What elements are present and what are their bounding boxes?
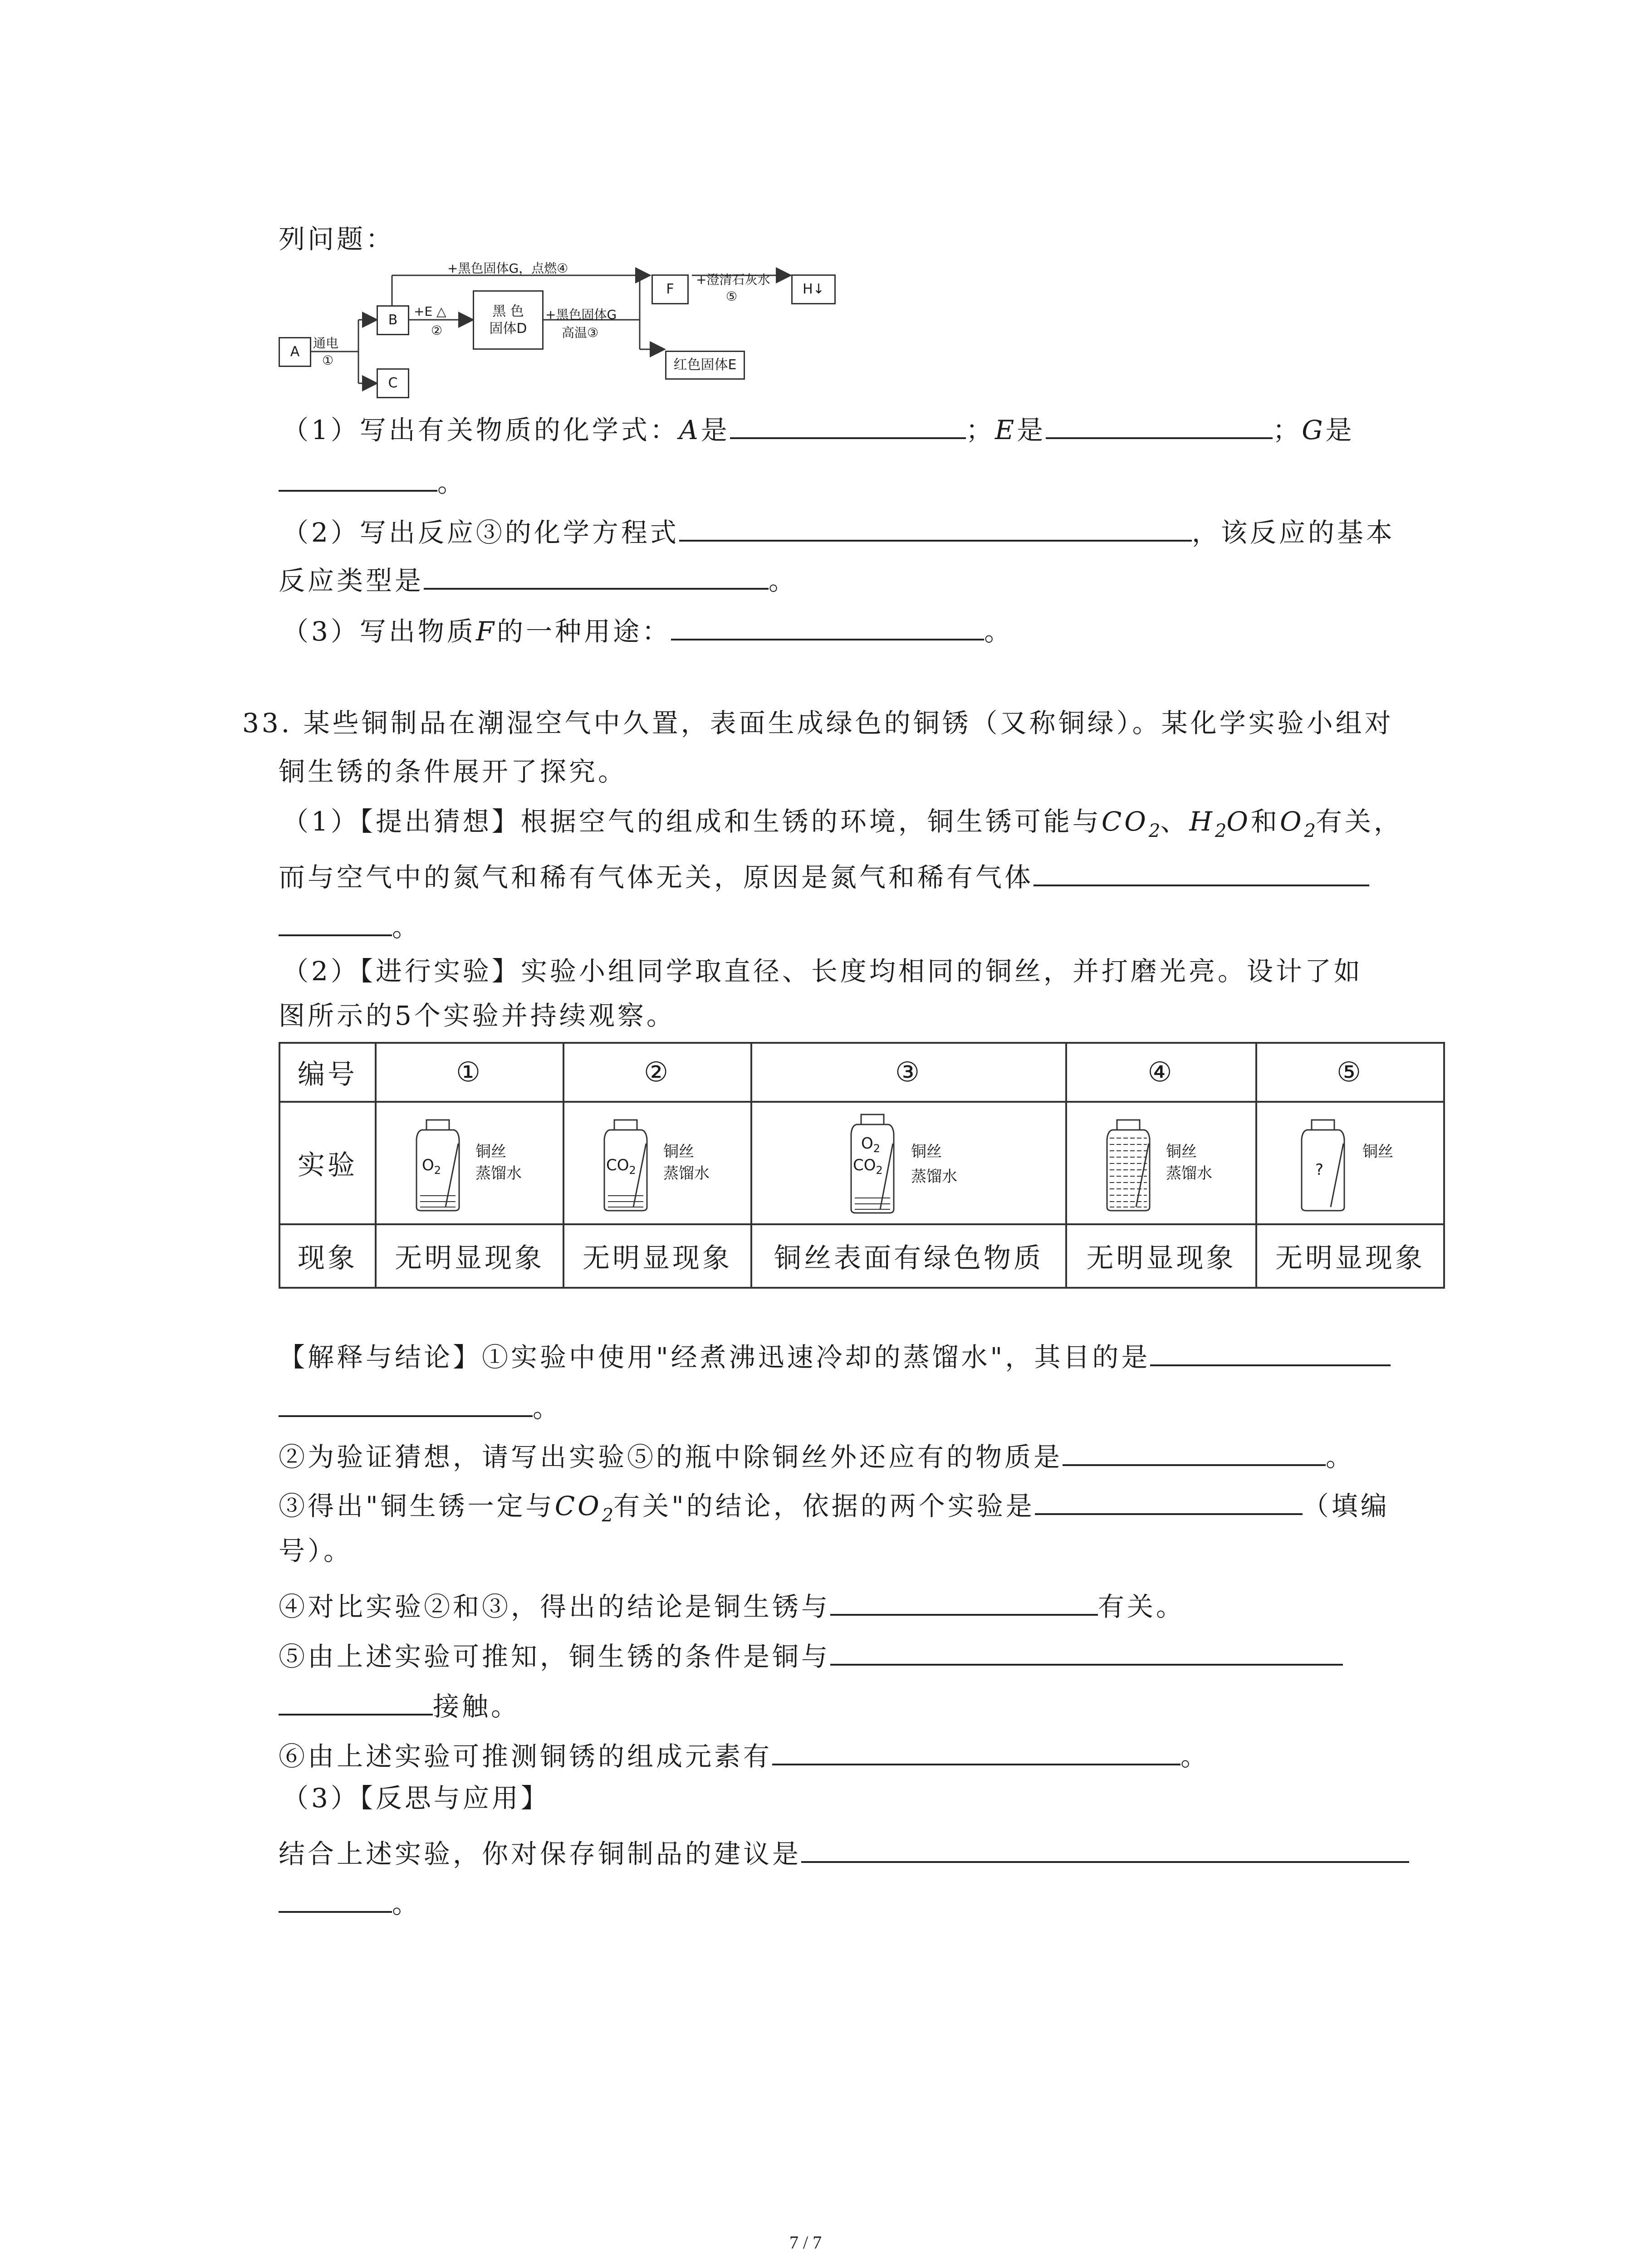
node-d [473, 290, 544, 350]
formula-co2: $CO_2$ [1101, 806, 1161, 841]
conclusion-1-cont [279, 1389, 562, 1421]
label-step2: ② [431, 323, 443, 338]
conclusion-5-text-b: 接触。 [433, 1691, 520, 1722]
label-limewater: +澄清石灰水 [696, 272, 770, 287]
reflection-heading: （3）【反思与应用】 [282, 1783, 550, 1813]
conclusion-3-text-b: 有关"的结论，依据的两个实验是 [613, 1491, 1035, 1521]
node-a: A [279, 337, 311, 367]
label-wire: 铜丝 [911, 1143, 942, 1161]
answer-blank-reaction-type[interactable] [424, 562, 769, 590]
q33-stem-line1: 33. 某些铜制品在潮湿空气中久置，表面生成绿色的铜锈（又称铜绿）。某化学实验小组对 [242, 708, 1394, 738]
conclusion-6-end: 。 [1181, 1741, 1210, 1772]
experiment-1 [376, 1102, 563, 1224]
q32-part1 [282, 411, 1355, 443]
table-row-numbers [279, 1043, 1444, 1102]
node-e: 红色固体E [665, 351, 745, 380]
q32-var-g: G [1302, 415, 1326, 445]
q32-sep2: ； [1273, 415, 1302, 445]
q33-part1 [282, 808, 1403, 840]
conclusion-6 [279, 1737, 1210, 1772]
answer-blank-factor[interactable] [830, 1588, 1098, 1616]
label-wire: 铜丝 [475, 1143, 506, 1161]
q33-p1-end: 。 [392, 912, 421, 943]
conclusion-1 [279, 1338, 1391, 1373]
experiment-3 [751, 1102, 1066, 1224]
jar-gas-co2: $CO_2$ [853, 1156, 883, 1177]
conclusion-6-text: ⑥由上述实验可推测铜锈的组成元素有 [279, 1741, 773, 1772]
conclusion-5 [279, 1637, 1343, 1670]
experiment-2 [563, 1102, 751, 1224]
conclusion-3 [279, 1487, 1390, 1525]
answer-blank-suggestion-cont[interactable] [279, 1885, 392, 1913]
q33-and: 和 [1250, 806, 1280, 837]
conclusion-4-text: ④对比实验②和③，得出的结论是铜生锈与 [279, 1591, 831, 1622]
node-c: C [377, 368, 409, 398]
jar-unknown: ? [1315, 1161, 1324, 1179]
conclusion-5-text: ⑤由上述实验可推知，铜生锈的条件是铜与 [279, 1641, 831, 1672]
label-water: 蒸馏水 [663, 1164, 710, 1183]
q32-p1-text: （1）写出有关物质的化学式： [282, 415, 679, 445]
node-d-line1: 黑 色 [492, 303, 524, 319]
answer-blank-conditions-cont[interactable] [279, 1687, 433, 1716]
q32-p2-text-b: ，该反应的基本 [1191, 517, 1395, 548]
conclusion-1-text: 【解释与结论】①实验中使用"经煮沸迅速冷却的蒸馏水"，其目的是 [279, 1342, 1151, 1373]
header-label: 编号 [279, 1043, 376, 1102]
answer-blank-e[interactable] [1046, 411, 1273, 439]
label-water: 蒸馏水 [911, 1168, 957, 1186]
q32-is-g: 是 [1325, 415, 1355, 445]
reflection-text: 结合上述实验，你对保存铜制品的建议是 [279, 1838, 802, 1869]
jar-icon [1094, 1116, 1162, 1214]
q33-part1-line2 [279, 858, 1369, 893]
exp-number-5: ⑤ [1256, 1043, 1444, 1102]
node-h: H↓ [791, 274, 836, 304]
reflection-line [279, 1835, 1409, 1867]
answer-blank-experiments[interactable] [1035, 1487, 1303, 1515]
page-number: 7 / 7 [789, 2232, 822, 2253]
experiment-4 [1066, 1102, 1256, 1224]
q32-p3-end: 。 [984, 616, 1014, 647]
label-wire: 铜丝 [663, 1143, 694, 1161]
q32-p3-text: （3）写出物质 [282, 616, 476, 647]
exp-number-3: ③ [751, 1043, 1066, 1102]
observation-1: 无明显现象 [376, 1224, 563, 1288]
reflection-end: 。 [392, 1888, 421, 1919]
answer-blank-equation[interactable] [679, 513, 1192, 542]
conclusion-2-end: 。 [1326, 1442, 1355, 1472]
conclusion-3-text: ③得出"铜生锈一定与 [279, 1491, 555, 1521]
q32-part2-cont [279, 562, 798, 594]
answer-blank-use[interactable] [671, 612, 984, 640]
observation-3: 铜丝表面有绿色物质 [751, 1224, 1066, 1288]
label-wire: 铜丝 [1166, 1143, 1197, 1161]
answer-blank-elements[interactable] [772, 1737, 1181, 1765]
label-water: 蒸馏水 [475, 1164, 522, 1183]
experiment-5 [1256, 1102, 1444, 1224]
q33-p1-text-b: 有关， [1315, 806, 1403, 837]
label-wire: 铜丝 [1362, 1143, 1393, 1161]
conclusion-1-end: 。 [533, 1393, 562, 1423]
node-f: F [652, 274, 689, 304]
q33-part2-line1: （2）【进行实验】实验小组同学取直径、长度均相同的铜丝，并打磨光亮。设计了如 [282, 956, 1363, 987]
intro-text: 列问题： [279, 224, 395, 254]
q32-p2-text: （2）写出反应③的化学方程式 [282, 517, 679, 548]
answer-blank-g[interactable] [279, 464, 437, 492]
jar-gas-co2: $CO_2$ [606, 1156, 636, 1177]
q33-part2-line2: 图所示的5个实验并持续观察。 [279, 1000, 676, 1031]
label-g-high: +黑色固体G [545, 307, 617, 322]
observation-5: 无明显现象 [1256, 1224, 1444, 1288]
conclusion-2 [279, 1438, 1355, 1470]
answer-blank-reason-cont[interactable] [279, 908, 392, 936]
q32-is-a: 是 [700, 415, 730, 445]
q32-part3 [282, 612, 1013, 645]
table-row-observations [279, 1224, 1444, 1288]
q32-part1-cont [279, 464, 466, 496]
jar-gas-o2: $O_2$ [422, 1156, 441, 1177]
answer-blank-substance[interactable] [1063, 1438, 1326, 1466]
q33-stem-line2: 铜生锈的条件展开了探究。 [279, 756, 627, 787]
conclusion-4 [279, 1588, 1185, 1620]
answer-blank-conditions[interactable] [830, 1637, 1343, 1666]
label-high-temp: 高温③ [562, 325, 599, 340]
jar-gas-o2: $O_2$ [861, 1134, 881, 1155]
answer-blank-purpose-cont[interactable] [279, 1389, 533, 1417]
q32-part2 [282, 513, 1395, 546]
reflection-cont [279, 1885, 421, 1917]
conclusion-3-text-c: （填编 [1302, 1491, 1390, 1521]
exp-number-4: ④ [1066, 1043, 1256, 1102]
label-step1: ① [322, 353, 334, 368]
q33-sep: 、 [1160, 806, 1190, 837]
q32-p1-end: 。 [437, 467, 467, 498]
conclusion-4-text-b: 有关。 [1098, 1591, 1185, 1622]
observation-4: 无明显现象 [1066, 1224, 1256, 1288]
q32-var-f: F [475, 616, 497, 647]
answer-blank-reason[interactable] [1034, 858, 1369, 886]
q33-p1-text-c: 而与空气中的氮气和稀有气体无关，原因是氮气和稀有气体 [279, 862, 1034, 893]
conclusion-2-text: ②为验证猜想，请写出实验⑤的瓶中除铜丝外还应有的物质是 [279, 1442, 1063, 1472]
label-e-heat: +E △ [414, 304, 446, 319]
q32-is-e: 是 [1017, 415, 1046, 445]
formula-co2: $CO_2$ [554, 1491, 614, 1526]
q32-p2-text-c: 反应类型是 [279, 565, 424, 596]
node-d-line2: 固体D [489, 320, 527, 337]
label-electrolysis: 通电 [313, 336, 339, 351]
formula-o2: $O_2$ [1279, 806, 1316, 841]
q33-p1-text: （1）【提出猜想】根据空气的组成和生锈的环境，铜生锈可能与 [282, 806, 1102, 837]
q32-var-e: E [994, 415, 1017, 445]
q32-p3-text-b: 的一种用途： [497, 616, 671, 647]
experiment-table [279, 1042, 1445, 1289]
exp-number-1: ① [376, 1043, 563, 1102]
table-row-experiments [279, 1102, 1444, 1224]
observation-label: 现象 [279, 1224, 376, 1288]
label-g-ignite: +黑色固体G，点燃④ [447, 261, 568, 276]
conclusion-3-cont: 号）。 [279, 1535, 353, 1566]
q33-part1-line3 [279, 908, 421, 943]
q32-p2-end: 。 [769, 565, 798, 596]
q32-var-a: A [679, 415, 701, 445]
q32-sep1: ； [965, 415, 995, 445]
answer-blank-suggestion[interactable] [801, 1835, 1409, 1863]
label-step5: ⑤ [726, 289, 738, 304]
answer-blank-purpose[interactable] [1150, 1338, 1391, 1366]
conclusion-5-cont [279, 1687, 520, 1720]
exp-number-2: ② [563, 1043, 751, 1102]
label-water: 蒸馏水 [1166, 1164, 1212, 1183]
node-b: B [377, 305, 409, 335]
formula-h2o: $H_2O$ [1189, 806, 1251, 841]
experiment-label: 实验 [279, 1102, 376, 1224]
observation-2: 无明显现象 [563, 1224, 751, 1288]
answer-blank-a[interactable] [730, 411, 966, 439]
